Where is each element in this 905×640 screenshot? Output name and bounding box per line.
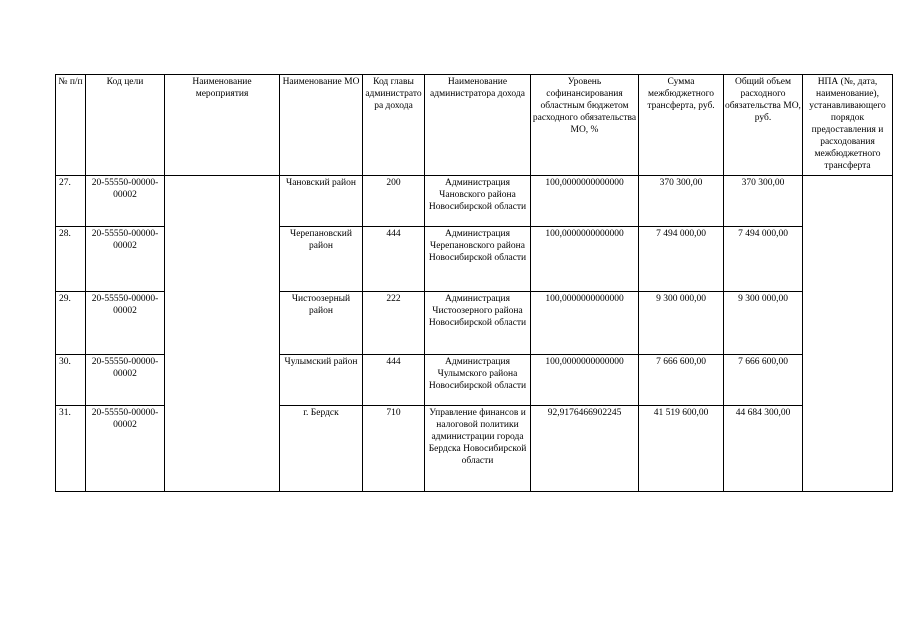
cell-admin-code: 444	[363, 355, 425, 406]
header-npa: НПА (№, дата, наименование), устанавливающего порядок предоставления и расходования межбюджетного трансферта	[803, 75, 893, 176]
cell-sum: 7 666 600,00	[639, 355, 724, 406]
cell-admin-name: Управление финансов и налоговой политики администрации города Бердска Новосибирской области	[425, 406, 531, 492]
cell-total: 7 666 600,00	[724, 355, 803, 406]
cell-num: 29.	[56, 292, 86, 355]
cell-admin-code: 222	[363, 292, 425, 355]
cell-num: 28.	[56, 227, 86, 292]
cell-sum: 9 300 000,00	[639, 292, 724, 355]
cell-code: 20-55550-00000-00002	[86, 355, 165, 406]
cell-npa-merged	[803, 176, 893, 492]
cell-total: 44 684 300,00	[724, 406, 803, 492]
cell-total: 9 300 000,00	[724, 292, 803, 355]
cell-level: 100,0000000000000	[531, 355, 639, 406]
cell-sum: 370 300,00	[639, 176, 724, 227]
cell-admin-code: 444	[363, 227, 425, 292]
cell-level: 100,0000000000000	[531, 176, 639, 227]
header-row	[56, 75, 893, 176]
cell-admin-name: Администрация Чистоозерного района Новосибирской области	[425, 292, 531, 355]
transfer-table	[55, 74, 893, 492]
cell-code: 20-55550-00000-00002	[86, 292, 165, 355]
cell-mo: Черепановский район	[280, 227, 363, 292]
cell-admin-name: Администрация Чулымского района Новосибирской области	[425, 355, 531, 406]
header-mo: Наименование МО	[280, 75, 363, 176]
table-row	[56, 176, 893, 227]
cell-mo: Чулымский район	[280, 355, 363, 406]
cell-admin-code: 200	[363, 176, 425, 227]
header-num: № п/п	[56, 75, 86, 176]
cell-code: 20-55550-00000-00002	[86, 227, 165, 292]
cell-sum: 41 519 600,00	[639, 406, 724, 492]
cell-event-merged	[165, 176, 280, 492]
cell-level: 92,9176466902245	[531, 406, 639, 492]
cell-admin-name: Администрация Черепановского района Новосибирской области	[425, 227, 531, 292]
header-event: Наименование мероприятия	[165, 75, 280, 176]
header-admin-name: Наименование администратора дохода	[425, 75, 531, 176]
cell-code: 20-55550-00000-00002	[86, 176, 165, 227]
cell-total: 370 300,00	[724, 176, 803, 227]
cell-total: 7 494 000,00	[724, 227, 803, 292]
header-sum: Сумма межбюджетного трансферта, руб.	[639, 75, 724, 176]
cell-mo: Чановский район	[280, 176, 363, 227]
cell-mo: Чистоозерный район	[280, 292, 363, 355]
cell-code: 20-55550-00000-00002	[86, 406, 165, 492]
cell-num: 31.	[56, 406, 86, 492]
header-total: Общий объем расходного обязательства МО, руб.	[724, 75, 803, 176]
cell-num: 27.	[56, 176, 86, 227]
cell-level: 100,0000000000000	[531, 227, 639, 292]
cell-num: 30.	[56, 355, 86, 406]
header-code: Код цели	[86, 75, 165, 176]
cell-mo: г. Бердск	[280, 406, 363, 492]
cell-admin-code: 710	[363, 406, 425, 492]
header-admin-code: Код главы администратора дохода	[363, 75, 425, 176]
cell-sum: 7 494 000,00	[639, 227, 724, 292]
cell-admin-name: Администрация Чановского района Новосибирской области	[425, 176, 531, 227]
cell-level: 100,0000000000000	[531, 292, 639, 355]
header-level: Уровень софинансирования областным бюджетом расходного обязательства МО, %	[531, 75, 639, 176]
